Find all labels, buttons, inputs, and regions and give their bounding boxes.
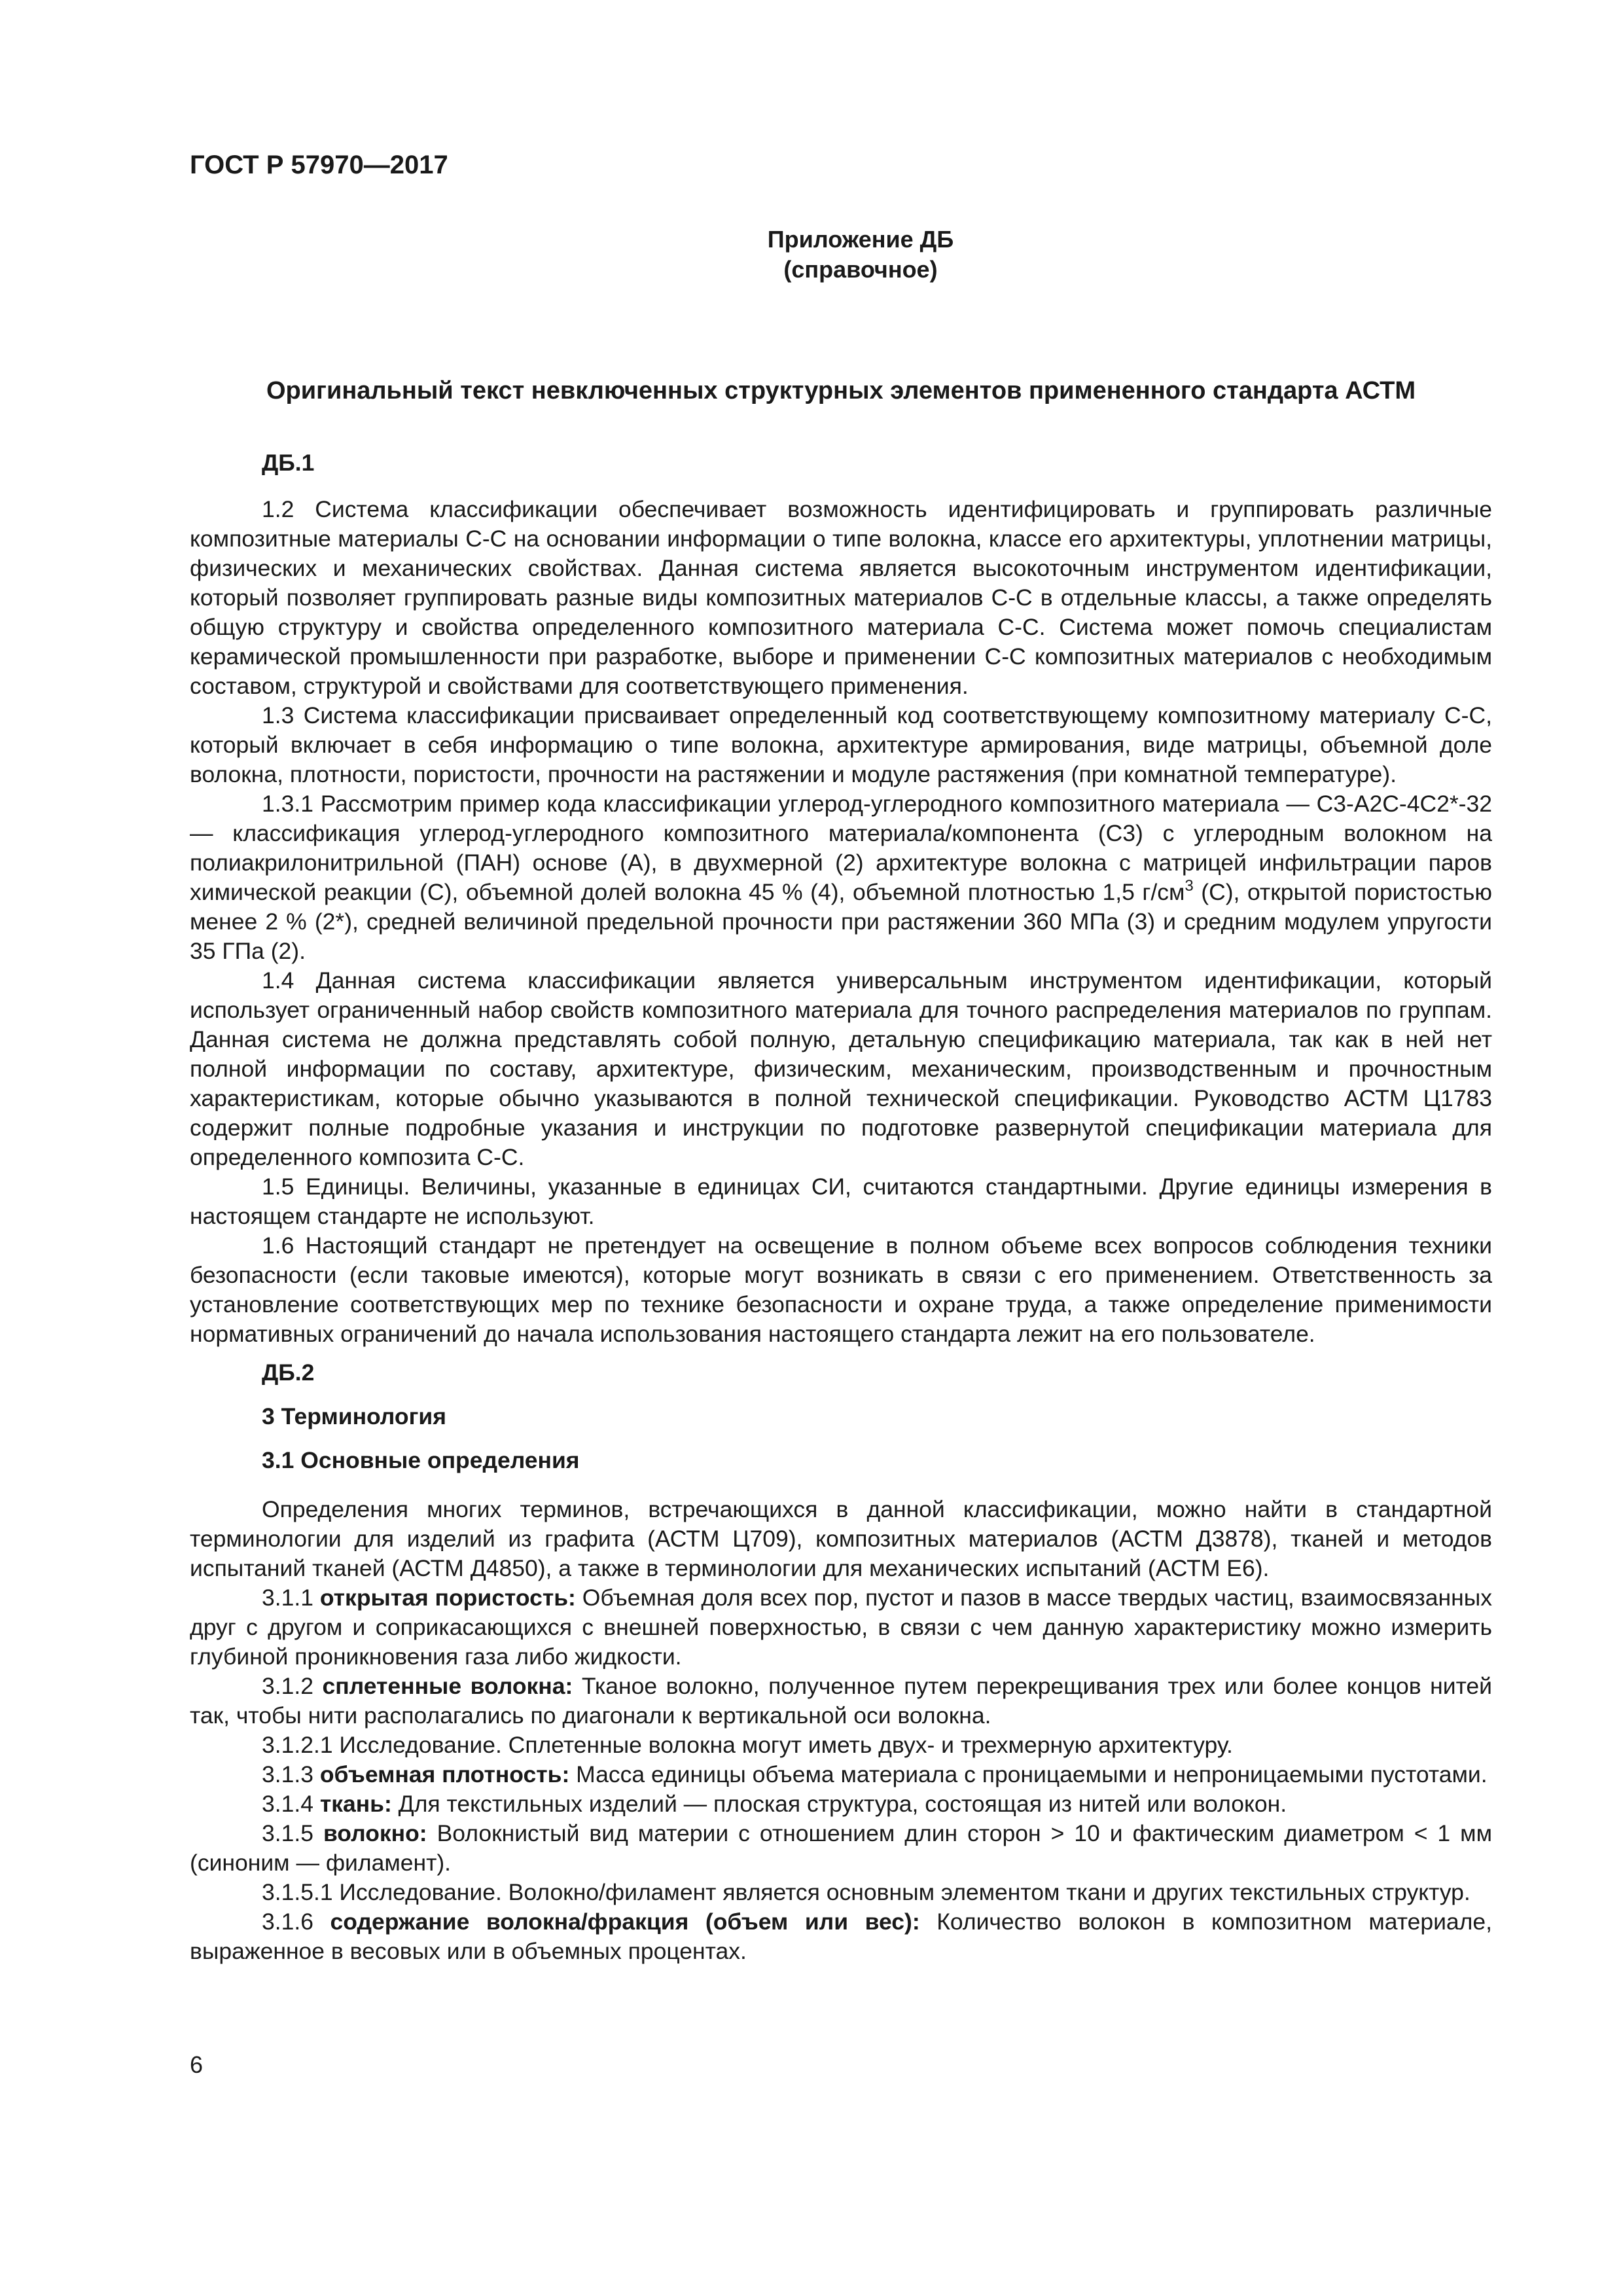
term-definition: Количество волокон в композитном материале, выраженное в весовых или в объемных процентах. <box>190 1909 1492 1964</box>
term-number: 3.1.5 <box>262 1820 323 1846</box>
paragraph-1-4: 1.4 Данная система классификации является универсальным инструментом идентификации, который использует ограниченный набор свойств композитного материала для точного распределения материалов по группам. Данная система не должна представлять собой полную, детальную спецификацию материала, так как в ней нет полной информации по составу, архитектуре, физическим, механическим, производственным и прочностным характеристикам, которые обычно указываются в полной технической спецификации. Руководство АСТМ Ц1783 содержит полные подробные указания и инструкции по подготовке развернутой спецификации материала для определенного композита С-С. <box>190 967 1492 1170</box>
note-3-1-2-1: 3.1.2.1 Исследование. Сплетенные волокна могут иметь двух- и трехмерную архитектуру. <box>262 1732 1233 1758</box>
annex-body <box>190 448 1492 1966</box>
term-definition: Волокнистый вид материи с отношением длин сторон > 10 и фактическим диаметром < 1 мм (синоним — филамент). <box>190 1820 1492 1876</box>
page-number: 6 <box>190 2051 204 2078</box>
section-heading-db2: ДБ.2 <box>262 1359 315 1386</box>
term-name: открытая пористость: <box>319 1585 576 1611</box>
term-definition: Масса единицы объема материала с проницаемыми и непроницаемыми пустотами. <box>569 1761 1488 1787</box>
term-number: 3.1.1 <box>262 1585 320 1611</box>
paragraph-definitions-intro: Определения многих терминов, встречающихся в данной классификации, можно найти в стандартной терминологии для изделий из графита (АСТМ Ц709), композитных материалов (АСТМ Д3878), тканей и методов испытаний тканей (АСТМ Д4850), а также в терминологии для механических испытаний (АСТМ Е6). <box>190 1496 1492 1581</box>
term-3-1-5 <box>190 1819 1492 1878</box>
paragraph-1-2: 1.2 Система классификации обеспечивает возможность идентифицировать и группировать различные композитные материалы С-С на основании информации о типе волокна, классе его архитектуры, уплотнении матрицы, физических и механических свойствах. Данная система является высокоточным инструментом идентификации, который позволяет группировать разные виды композитных материалов С-С в отдельные классы, а также определять общую структуру и свойства определенного композитного материала С-С. Система может помочь специалистам керамической промышленности при разработке, выборе и применении С-С композитных материалов с необходимым составом, структурой и свойствами для соответствующего применения. <box>190 496 1492 699</box>
term-3-1-6 <box>190 1907 1492 1966</box>
term-definition: Объемная доля всех пор, пустот и пазов в массе твердых частиц, взаимосвязанных друг с другом и соприкасающихся с внешней поверхностью, в связи с чем данную характеристику можно измерить глубиной проникновения газа либо жидкости. <box>190 1585 1492 1670</box>
term-name: волокно: <box>323 1820 427 1846</box>
term-3-1-3 <box>190 1760 1492 1789</box>
annex-name: Приложение ДБ <box>767 226 954 253</box>
annex-kind: (справочное) <box>783 256 938 283</box>
annex-title: Оригинальный текст невключенных структурных элементов примененного стандарта АСТМ <box>266 377 1416 404</box>
term-number: 3.1.3 <box>262 1761 320 1787</box>
term-3-1-2 <box>190 1672 1492 1731</box>
paragraph-1-3-1-text-b: (С), открытой пористостью менее 2 % (2*), средней величиной предельной прочности при растяжении 360 МПа (3) и средним модулем упругости 35 ГПа (2). <box>190 879 1492 964</box>
paragraph-1-3-1-text-a: 1.3.1 Рассмотрим пример кода классификации углерод-углеродного композитного материала — С3-А2С-4С2*-32 — классификация углерод-углеродного композитного материала/компонента (С3) с углеродным волокном на полиакрилонитрильной (ПАН) основе (А), в двухмерной (2) архитектуре волокна с матрицей инфильтрации паров химической реакции (С), объемной долей волокна 45 % (4), объемной плотностью 1,5 г/см <box>190 791 1492 905</box>
term-name: содержание волокна/фракция (объем или вес): <box>330 1909 920 1935</box>
paragraph-1-3-1 <box>190 789 1492 966</box>
term-number: 3.1.2 <box>262 1673 323 1699</box>
paragraph-1-5: 1.5 Единицы. Величины, указанные в единицах СИ, считаются стандартными. Другие единицы измерения в настоящем стандарте не используют. <box>190 1174 1492 1229</box>
paragraph-1-3: 1.3 Система классификации присваивает определенный код соответствующему композитному материалу С-С, который включает в себя информацию о типе волокна, архитектуре армирования, виде матрицы, объемной доле волокна, плотности, пористости, прочности на растяжении и модуле растяжения (при комнатной температуре). <box>190 702 1492 787</box>
term-3-1-4 <box>190 1789 1492 1819</box>
term-name: сплетенные волокна: <box>322 1673 573 1699</box>
term-3-1-1 <box>190 1583 1492 1672</box>
annex-heading <box>0 224 1623 285</box>
note-3-1-5-1: 3.1.5.1 Исследование. Волокно/филамент является основным элементом ткани и других текстильных структур. <box>262 1879 1471 1905</box>
section-heading-definitions: 3.1 Основные определения <box>262 1447 580 1473</box>
term-name: ткань: <box>319 1791 392 1817</box>
superscript-3: 3 <box>1185 877 1194 895</box>
term-definition: Для текстильных изделий — плоская структура, состоящая из нитей или волокон. <box>391 1791 1287 1817</box>
term-number: 3.1.4 <box>262 1791 320 1817</box>
paragraph-1-6: 1.6 Настоящий стандарт не претендует на освещение в полном объеме всех вопросов соблюдения техники безопасности (если таковые имеются), которые могут возникать в связи с его применением. Ответственность за установление соответствующих мер по технике безопасности и охране труда, а также определение применимости нормативных ограничений до начала использования настоящего стандарта лежит на его пользователе. <box>190 1232 1492 1347</box>
section-heading-terminology: 3 Терминология <box>262 1403 446 1429</box>
term-name: объемная плотность: <box>319 1761 570 1787</box>
section-heading-db1: ДБ.1 <box>262 450 315 476</box>
term-definition: Тканое волокно, полученное путем перекрещивания трех или более концов нитей так, чтобы нити располагались по диагонали к вертикальной оси волокна. <box>190 1673 1493 1729</box>
document-code-header: ГОСТ Р 57970—2017 <box>190 151 448 179</box>
term-number: 3.1.6 <box>262 1909 330 1935</box>
